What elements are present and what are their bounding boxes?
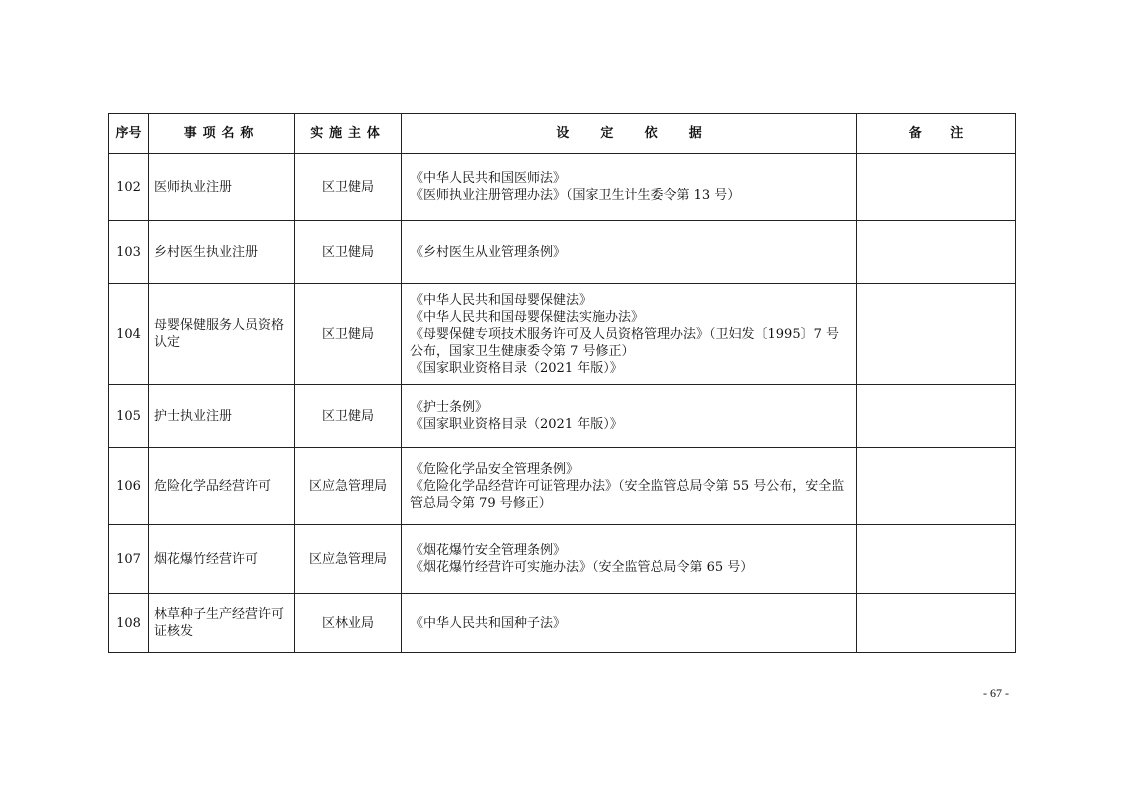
row-basis (402, 594, 857, 653)
row-agency: 区卫健局 (295, 284, 402, 385)
page-number: - 67 - (983, 686, 1009, 700)
row-no: 108 (109, 594, 149, 653)
table-row (109, 154, 1016, 221)
basis-line: 《医师执业注册管理办法》（国家卫生计生委令第 13 号） (410, 188, 741, 203)
row-agency: 区应急管理局 (295, 448, 402, 525)
header-no: 序号 (109, 114, 149, 154)
basis-line: 《烟花爆竹经营许可实施办法》（安全监管总局令第 65 号） (410, 560, 754, 575)
table-row (109, 448, 1016, 525)
row-item-name: 烟花爆竹经营许可 (149, 525, 295, 594)
row-remark (857, 154, 1016, 221)
row-remark (857, 385, 1016, 448)
basis-line: 《中华人民共和国母婴保健法》 (410, 292, 593, 308)
row-remark (857, 525, 1016, 594)
row-basis (402, 525, 857, 594)
row-item-name: 母婴保健服务人员资格认定 (149, 284, 295, 385)
table-row (109, 594, 1016, 653)
row-agency: 区应急管理局 (295, 525, 402, 594)
basis-line: 《烟花爆竹安全管理条例》 (410, 543, 567, 558)
row-agency: 区卫健局 (295, 154, 402, 221)
basis-line: 《护士条例》 (410, 400, 489, 415)
row-item-name: 乡村医生执业注册 (149, 221, 295, 284)
header-basis: 设定依据 (402, 114, 857, 154)
row-no: 105 (109, 385, 149, 448)
basis-line: 《母婴保健专项技术服务许可及人员资格管理办法》（卫妇发〔1995〕7 号公布，国家卫生健康委令第 7 号修正） (410, 326, 839, 359)
row-agency: 区卫健局 (295, 385, 402, 448)
basis-line: 《国家职业资格目录（2021 年版）》 (410, 417, 623, 432)
licensing-items-table (108, 113, 1016, 653)
table-row (109, 525, 1016, 594)
basis-line: 《中华人民共和国母婴保健法实施办法》 (410, 309, 645, 325)
row-no: 107 (109, 525, 149, 594)
row-remark (857, 221, 1016, 284)
row-basis (402, 221, 857, 284)
table-row (109, 284, 1016, 385)
row-item-name: 林草种子生产经营许可证核发 (149, 594, 295, 653)
row-no: 102 (109, 154, 149, 221)
row-item-name: 护士执业注册 (149, 385, 295, 448)
row-basis (402, 154, 857, 221)
row-basis (402, 284, 857, 385)
basis-line: 《中华人民共和国医师法》 (410, 171, 567, 186)
basis-line: 《乡村医生从业管理条例》 (410, 244, 567, 260)
row-no: 103 (109, 221, 149, 284)
row-basis (402, 448, 857, 525)
table-row (109, 221, 1016, 284)
row-item-name: 危险化学品经营许可 (149, 448, 295, 525)
row-remark (857, 284, 1016, 385)
row-no: 104 (109, 284, 149, 385)
basis-line: 《国家职业资格目录（2021 年版）》 (410, 360, 623, 376)
basis-line: 《危险化学品安全管理条例》 (410, 461, 580, 477)
header-remark: 备注 (857, 114, 1016, 154)
row-remark (857, 594, 1016, 653)
row-agency: 区卫健局 (295, 221, 402, 284)
row-item-name: 医师执业注册 (149, 154, 295, 221)
table-row (109, 385, 1016, 448)
header-agency: 实施主体 (295, 114, 402, 154)
table-header-row (109, 114, 1016, 154)
basis-line: 《危险化学品经营许可证管理办法》（安全监管总局令第 55 号公布，安全监管总局令第 79 号修正） (410, 478, 845, 511)
row-basis (402, 385, 857, 448)
row-agency: 区林业局 (295, 594, 402, 653)
row-no: 106 (109, 448, 149, 525)
row-remark (857, 448, 1016, 525)
basis-line: 《中华人民共和国种子法》 (410, 615, 567, 631)
header-item-name: 事项名称 (149, 114, 295, 154)
